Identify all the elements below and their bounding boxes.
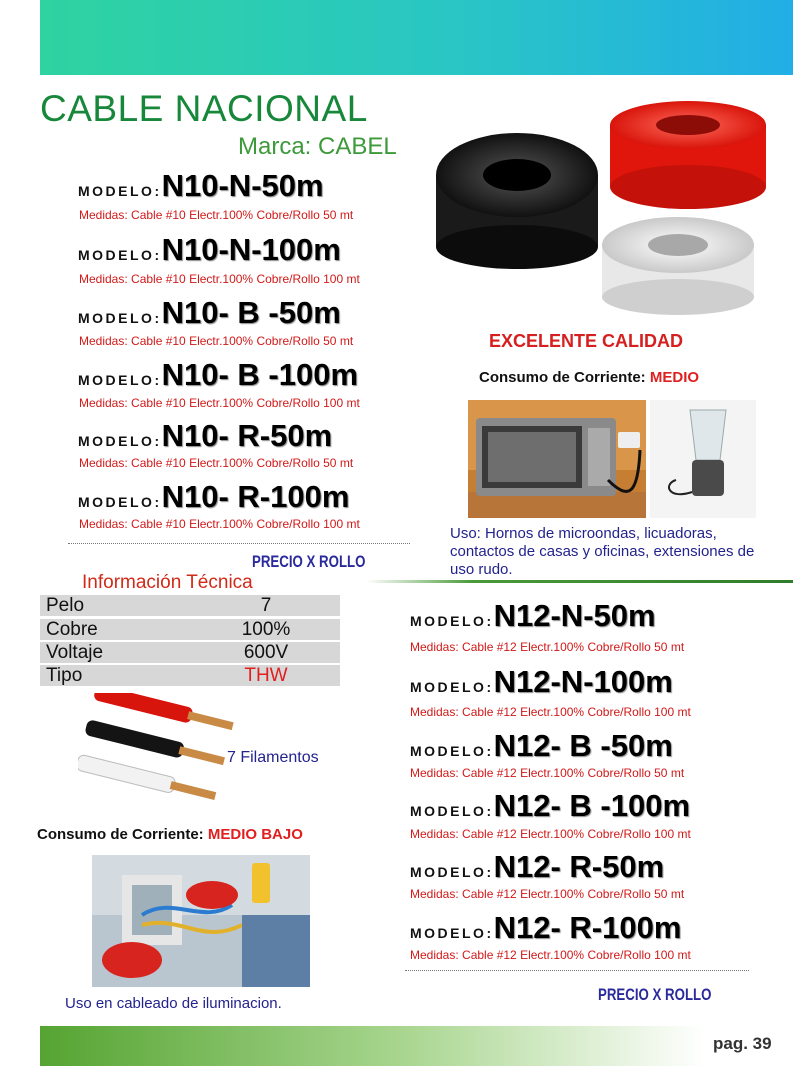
model-label: MODELO: <box>78 372 162 388</box>
model-code: N10-N-50m <box>161 168 324 203</box>
page-number: pag. 39 <box>713 1034 772 1053</box>
model-measure: Medidas: Cable #12 Electr.100% Cobre/Rollo 50 mt <box>410 887 685 901</box>
consumo-value: MEDIO <box>649 369 700 386</box>
model-label: MODELO: <box>410 864 494 880</box>
tech-key: Tipo <box>46 665 83 686</box>
model-measure: Medidas: Cable #10 Electr.100% Cobre/Rollo 100 mt <box>79 517 360 531</box>
model-label: MODELO: <box>78 494 162 510</box>
model-n12-2 <box>410 664 673 700</box>
model-n10-4 <box>78 357 358 393</box>
page-title: CABLE NACIONAL <box>40 88 368 129</box>
section-divider <box>366 580 793 583</box>
model-measure: Medidas: Cable #10 Electr.100% Cobre/Rollo 50 mt <box>79 334 354 348</box>
model-label: MODELO: <box>410 679 494 695</box>
tech-key: Voltaje <box>46 642 104 663</box>
electrician-image <box>92 855 310 987</box>
model-label: MODELO: <box>410 803 494 819</box>
model-n10-1 <box>78 168 324 204</box>
model-measure: Medidas: Cable #12 Electr.100% Cobre/Rollo 50 mt <box>410 640 685 654</box>
model-n12-3 <box>410 728 673 764</box>
model-code: N10-N-100m <box>161 232 341 267</box>
model-label: MODELO: <box>410 925 494 941</box>
model-n10-2 <box>78 232 341 268</box>
model-label: MODELO: <box>78 247 162 263</box>
model-code: N12-N-100m <box>493 664 673 699</box>
model-code: N10- B -50m <box>161 295 341 330</box>
divider <box>68 543 410 544</box>
tech-title: Información Técnica <box>82 572 253 593</box>
model-label: MODELO: <box>78 310 162 326</box>
model-measure: Medidas: Cable #12 Electr.100% Cobre/Rollo 100 mt <box>410 948 691 962</box>
top-banner <box>40 0 793 75</box>
model-code: N10- B -100m <box>161 357 359 392</box>
bottom-bar <box>40 1026 705 1066</box>
model-label: MODELO: <box>410 743 494 759</box>
appliances-image <box>468 400 756 518</box>
tech-value: 600V <box>243 642 289 663</box>
model-code: N12-N-50m <box>493 598 656 633</box>
consumo-label: Consumo de Corriente: <box>479 369 646 386</box>
tech-key: Pelo <box>46 595 85 616</box>
model-code: N12- R-100m <box>493 910 682 945</box>
tech-value: 7 <box>260 595 272 616</box>
filaments-label: 7 Filamentos <box>227 749 319 766</box>
brand-label: Marca: CABEL <box>238 133 397 160</box>
tech-row <box>40 619 340 640</box>
model-n12-5 <box>410 849 664 885</box>
cable-rolls-image <box>432 95 777 320</box>
model-measure: Medidas: Cable #10 Electr.100% Cobre/Rollo 100 mt <box>79 272 360 286</box>
divider <box>405 970 749 971</box>
price-label: PRECIO X ROLLO <box>598 985 712 1004</box>
model-n12-4 <box>410 788 690 824</box>
tech-key: Cobre <box>46 619 98 640</box>
tech-row <box>40 595 340 616</box>
model-measure: Medidas: Cable #12 Electr.100% Cobre/Rollo 100 mt <box>410 827 691 841</box>
model-code: N12- B -100m <box>493 788 691 823</box>
model-code: N12- B -50m <box>493 728 673 763</box>
consumo-value: MEDIO BAJO <box>207 826 303 843</box>
model-measure: Medidas: Cable #10 Electr.100% Cobre/Rollo 50 mt <box>79 208 354 222</box>
consumo-right <box>479 369 699 386</box>
model-n12-6 <box>410 910 681 946</box>
uso-left: Uso en cableado de iluminacion. <box>65 995 282 1012</box>
price-label: PRECIO X ROLLO <box>252 552 366 571</box>
consumo-left <box>37 826 303 843</box>
model-n10-5 <box>78 418 332 454</box>
model-code: N10- R-50m <box>161 418 333 453</box>
model-label: MODELO: <box>78 183 162 199</box>
tech-value: 100% <box>241 619 291 640</box>
model-measure: Medidas: Cable #12 Electr.100% Cobre/Rollo 100 mt <box>410 705 691 719</box>
uso-right: Uso: Hornos de microondas, licuadoras, contactos de casas y oficinas, extensiones de uso rudo. <box>450 525 755 578</box>
wires-image <box>78 693 238 818</box>
model-n10-6 <box>78 479 349 515</box>
tech-value: THW <box>244 665 288 686</box>
quality-label: EXCELENTE CALIDAD <box>489 331 684 351</box>
consumo-label: Consumo de Corriente: <box>37 826 204 843</box>
model-measure: Medidas: Cable #12 Electr.100% Cobre/Rollo 50 mt <box>410 766 685 780</box>
model-n10-3 <box>78 295 341 331</box>
tech-row <box>40 665 340 686</box>
model-label: MODELO: <box>410 613 494 629</box>
model-n12-1 <box>410 598 656 634</box>
model-measure: Medidas: Cable #10 Electr.100% Cobre/Rollo 50 mt <box>79 456 354 470</box>
model-code: N10- R-100m <box>161 479 350 514</box>
model-label: MODELO: <box>78 433 162 449</box>
model-measure: Medidas: Cable #10 Electr.100% Cobre/Rollo 100 mt <box>79 396 360 410</box>
tech-row <box>40 642 340 663</box>
model-code: N12- R-50m <box>493 849 665 884</box>
